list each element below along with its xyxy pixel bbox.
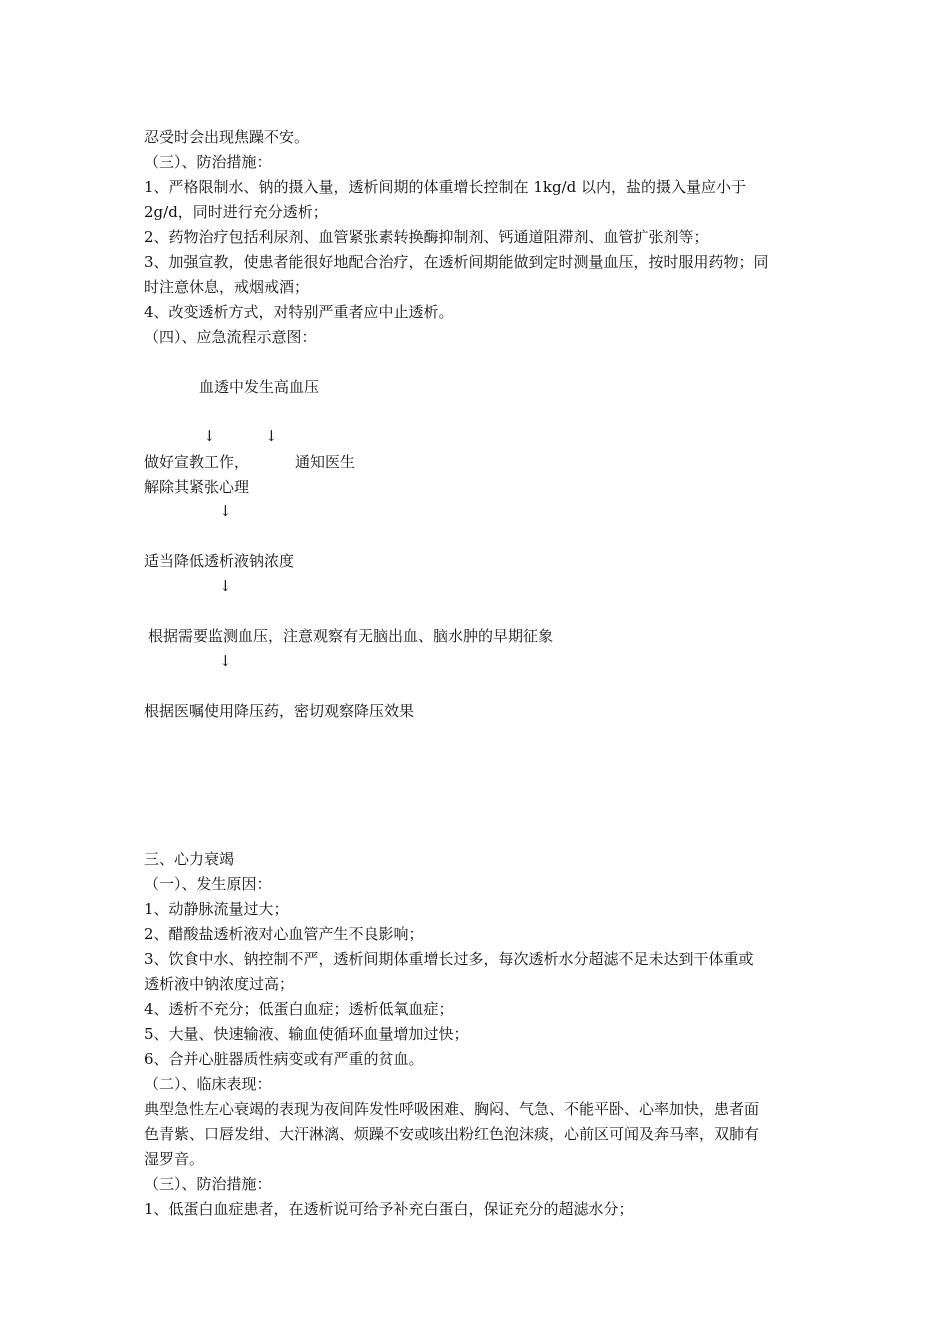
flow-arrow: ↓ <box>219 502 232 520</box>
flow-arrow: ↓ <box>265 427 278 445</box>
flow-step-sodium: 适当降低透析液钠浓度 <box>144 552 295 570</box>
list-item: 1、低蛋白血症患者，在透析说可给予补充白蛋白，保证充分的超滤水分； <box>144 1200 634 1218</box>
flow-step-educate: 做好宣教工作， <box>144 453 250 471</box>
list-item: 2、药物治疗包括利尿剂、血管紧张素转换酶抑制剂、钙通道阻滞剂、血管扩张剂等； <box>144 228 709 246</box>
list-item: 3、加强宣教，使患者能很好地配合治疗，在透析间期能做到定时测量血压，按时服用药物；同 <box>144 253 769 271</box>
text-line: 忍受时会出现焦躁不安。 <box>144 128 310 146</box>
section-title: 三、心力衰竭 <box>144 850 235 868</box>
flow-step-medication: 根据医嘱使用降压药，密切观察降压效果 <box>144 702 415 720</box>
flow-arrow: ↓ <box>219 577 232 595</box>
section-heading: （四）、应急流程示意图： <box>144 328 317 346</box>
list-item: 4、改变透析方式，对特别严重者应中止透析。 <box>144 303 454 321</box>
paragraph-line: 色青紫、口唇发绀、大汗淋漓、烦躁不安或咳出粉红色泡沫痰，心前区可闻及奔马率，双肺有 <box>144 1125 760 1143</box>
flow-step-educate-cont: 解除其紧张心理 <box>144 478 250 496</box>
list-item: 1、动静脉流量过大； <box>144 900 289 918</box>
list-item: 1、严格限制水、钠的摄入量，透析间期的体重增长控制在 1kg/d 以内，盐的摄入量应小于 <box>144 178 746 196</box>
list-item: 4、透析不充分；低蛋白血症；透析低氧血症； <box>144 1000 454 1018</box>
list-item: 5、大量、快速输液、输血使循环血量增加过快； <box>144 1025 469 1043</box>
section-heading: （二）、临床表现： <box>144 1075 272 1093</box>
flow-start: 血透中发生高血压 <box>199 378 320 396</box>
section-heading: （一）、发生原因： <box>144 875 272 893</box>
paragraph-line: 典型急性左心衰竭的表现为夜间阵发性呼吸困难、胸闷、气急、不能平卧、心率加快，患者面 <box>144 1100 760 1118</box>
flow-step-notify: 通知医生 <box>295 453 356 471</box>
flow-arrow: ↓ <box>203 427 216 445</box>
list-item: 3、饮食中水、钠控制不严，透析间期体重增长过多，每次透析水分超滤不足未达到干体重或 <box>144 950 754 968</box>
list-item-continuation: 时注意休息，戒烟戒酒； <box>144 278 310 296</box>
paragraph-line: 湿罗音。 <box>144 1150 205 1168</box>
list-item: 6、合并心脏器质性病变或有严重的贫血。 <box>144 1050 424 1068</box>
section-heading: （三）、防治措施： <box>144 1175 272 1193</box>
flow-arrow: ↓ <box>219 652 232 670</box>
flow-step-monitor: 根据需要监测血压，注意观察有无脑出血、脑水肿的早期征象 <box>148 627 554 645</box>
list-item-continuation: 2g/d，同时进行充分透析； <box>144 203 328 221</box>
list-item: 2、醋酸盐透析液对心血管产生不良影响； <box>144 925 424 943</box>
list-item-continuation: 透析液中钠浓度过高； <box>144 975 295 993</box>
section-heading: （三）、防治措施： <box>144 153 272 171</box>
